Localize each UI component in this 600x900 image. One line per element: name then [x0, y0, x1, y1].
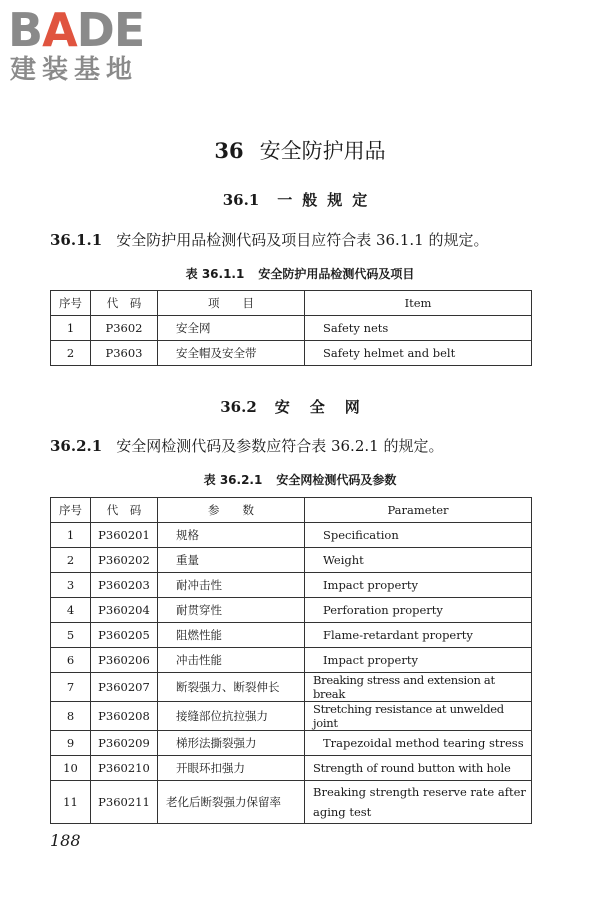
- header-cell: 代 码: [91, 291, 158, 316]
- cell-param: 梯形法撕裂强力: [158, 731, 305, 756]
- cell-index: 6: [51, 648, 91, 673]
- cell-code: P360211: [91, 781, 158, 824]
- table-row: [51, 648, 532, 673]
- header-cell: 项 目: [158, 291, 305, 316]
- cell-index: 9: [51, 731, 91, 756]
- cell-index: 8: [51, 702, 91, 731]
- section-title: 安全网: [274, 398, 380, 416]
- cell-code: P360204: [91, 598, 158, 623]
- section-heading-2: [0, 396, 600, 418]
- table-caption-2: [0, 471, 600, 489]
- cell-param: 接缝部位抗拉强力: [158, 702, 305, 731]
- table-row: [51, 702, 532, 731]
- cell-item-en: Safety nets: [305, 316, 532, 341]
- page-number: 188: [50, 831, 81, 850]
- table-number: 表 36.1.1: [185, 267, 245, 281]
- cell-param-en: Breaking stress and extension at break: [305, 673, 532, 702]
- table-row: [51, 573, 532, 598]
- cell-param: 规格: [158, 523, 305, 548]
- table-title: 安全网检测代码及参数: [276, 473, 397, 487]
- cell-param-en: Perforation property: [305, 598, 532, 623]
- table-row: [51, 781, 532, 824]
- cell-param-en: Strength of round button with hole: [305, 756, 532, 781]
- table-row: [51, 598, 532, 623]
- chapter-heading: [0, 136, 600, 166]
- cell-code: P360201: [91, 523, 158, 548]
- table-row: [51, 623, 532, 648]
- section-number: 36.1: [222, 191, 260, 209]
- cell-index: 10: [51, 756, 91, 781]
- cell-index: 4: [51, 598, 91, 623]
- chapter-title: 安全防护用品: [259, 139, 386, 163]
- cell-param: 重量: [158, 548, 305, 573]
- cell-code: P3603: [91, 341, 158, 366]
- cell-param-en: Specification: [305, 523, 532, 548]
- table-caption-1: [0, 265, 600, 283]
- chapter-number: 36: [214, 138, 244, 163]
- cell-item: 安全网: [158, 316, 305, 341]
- table-row: [51, 731, 532, 756]
- header-cell: 序号: [51, 498, 91, 523]
- cell-code: P360208: [91, 702, 158, 731]
- cell-code: P360209: [91, 731, 158, 756]
- table-row: [51, 756, 532, 781]
- table-row: [51, 548, 532, 573]
- cell-code: P360202: [91, 548, 158, 573]
- cell-code: P360206: [91, 648, 158, 673]
- cell-param-en: Impact property: [305, 573, 532, 598]
- cell-code: P3602: [91, 316, 158, 341]
- section-heading-1: [0, 189, 600, 211]
- cell-param-en: Breaking strength reserve rate after aging test: [305, 781, 532, 824]
- cell-param-en: Impact property: [305, 648, 532, 673]
- clause-36-2-1: [50, 435, 443, 457]
- table-row: [51, 341, 532, 366]
- cell-index: 2: [51, 548, 91, 573]
- cell-code: P360205: [91, 623, 158, 648]
- cell-index: 11: [51, 781, 91, 824]
- logo-wordmark: BADE: [8, 3, 145, 57]
- table-36-1-1: [50, 290, 532, 366]
- cell-param: 耐贯穿性: [158, 598, 305, 623]
- cell-param-en: Flame-retardant property: [305, 623, 532, 648]
- clause-text: 安全防护用品检测代码及项目应符合表 36.1.1 的规定。: [116, 231, 489, 249]
- section-number: 36.2: [220, 398, 257, 416]
- table-header-row: [51, 498, 532, 523]
- cell-param: 断裂强力、断裂伸长: [158, 673, 305, 702]
- table-title: 安全防护用品检测代码及项目: [258, 267, 415, 281]
- clause-number: 36.2.1: [50, 437, 103, 455]
- cell-param-en: Weight: [305, 548, 532, 573]
- cell-param: 阻燃性能: [158, 623, 305, 648]
- clause-number: 36.1.1: [50, 231, 103, 249]
- header-cell: 参 数: [158, 498, 305, 523]
- table-row: [51, 316, 532, 341]
- logo-subtitle: 建装基地: [10, 55, 139, 85]
- cell-param: 开眼环扣强力: [158, 756, 305, 781]
- cell-item-en: Safety helmet and belt: [305, 341, 532, 366]
- table-row: [51, 673, 532, 702]
- cell-index: 1: [51, 316, 91, 341]
- bade-logo: [8, 3, 178, 86]
- clause-text: 安全网检测代码及参数应符合表 36.2.1 的规定。: [116, 437, 444, 455]
- section-title: 一般规定: [277, 191, 378, 209]
- cell-param: 耐冲击性: [158, 573, 305, 598]
- cell-index: 3: [51, 573, 91, 598]
- cell-param: 老化后断裂强力保留率: [158, 781, 305, 824]
- cell-index: 2: [51, 341, 91, 366]
- cell-index: 1: [51, 523, 91, 548]
- cell-code: P360210: [91, 756, 158, 781]
- cell-param-en: Trapezoidal method tearing stress: [305, 731, 532, 756]
- clause-36-1-1: [50, 229, 488, 251]
- cell-code: P360203: [91, 573, 158, 598]
- header-cell: Parameter: [305, 498, 532, 523]
- table-number: 表 36.2.1: [203, 473, 263, 487]
- cell-index: 7: [51, 673, 91, 702]
- cell-param-en: Stretching resistance at unwelded joint: [305, 702, 532, 731]
- cell-param: 冲击性能: [158, 648, 305, 673]
- header-cell: 代 码: [91, 498, 158, 523]
- cell-index: 5: [51, 623, 91, 648]
- table-36-2-1: [50, 497, 532, 824]
- table-header-row: [51, 291, 532, 316]
- header-cell: 序号: [51, 291, 91, 316]
- cell-item: 安全帽及安全带: [158, 341, 305, 366]
- table-row: [51, 523, 532, 548]
- header-cell: Item: [305, 291, 532, 316]
- cell-code: P360207: [91, 673, 158, 702]
